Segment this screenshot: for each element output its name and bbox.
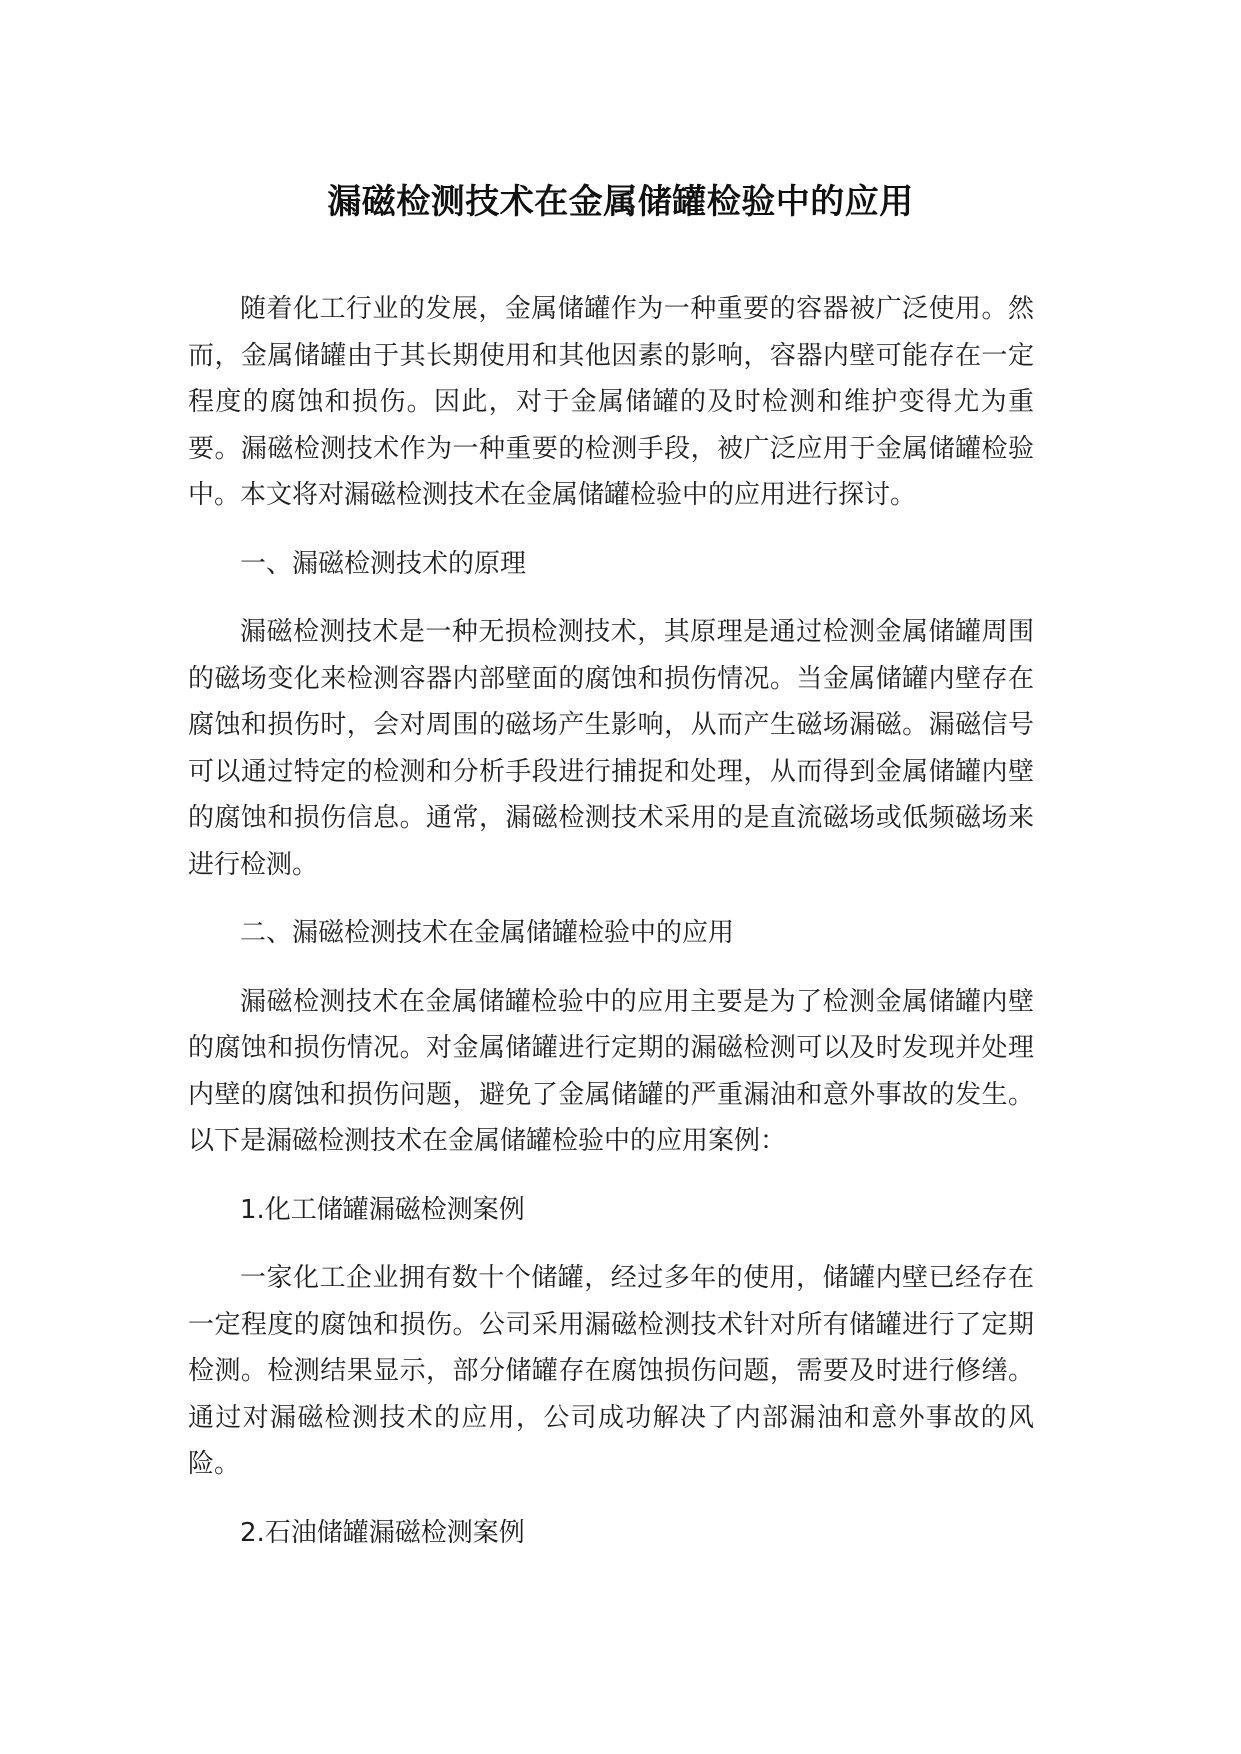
- section-heading-application: 二、漏磁检测技术在金属储罐检验中的应用: [240, 918, 735, 948]
- document-body: [188, 286, 1034, 1578]
- application-paragraph: 漏磁检测技术在金属储罐检验中的应用主要是为了检测金属储罐内壁的腐蚀和损伤情况。对金属储罐进行定期的漏磁检测可以及时发现并处理内壁的腐蚀和损伤问题，避免了金属储罐的严重漏油和意外事故的发生。以下是漏磁检测技术在金属储罐检验中的应用案例：: [188, 986, 1034, 1156]
- intro-paragraph: 随着化工行业的发展，金属储罐作为一种重要的容器被广泛使用。然而，金属储罐由于其长期使用和其他因素的影响，容器内壁可能存在一定程度的腐蚀和损伤。因此，对于金属储罐的及时检测和维护变得尤为重要。漏磁检测技术作为一种重要的检测手段，被广泛应用于金属储罐检验中。本文将对漏磁检测技术在金属储罐检验中的应用进行探讨。: [188, 294, 1034, 510]
- section-heading-principle: 一、漏磁检测技术的原理: [240, 548, 527, 579]
- case-heading-petroleum: 2.石油储罐漏磁检测案例: [240, 1517, 525, 1548]
- principle-paragraph: 漏磁检测技术是一种无损检测技术，其原理是通过检测金属储罐周围的磁场变化来检测容器内部壁面的腐蚀和损伤情况。当金属储罐内壁存在腐蚀和损伤时，会对周围的磁场产生影响，从而产生磁场漏磁。漏磁信号可以通过特定的检测和分析手段进行捕捉和处理，从而得到金属储罐内壁的腐蚀和损伤信息。通常，漏磁检测技术采用的是直流磁场或低频磁场来进行检测。: [188, 617, 1034, 880]
- case-heading-chemical: 1.化工储罐漏磁检测案例: [240, 1194, 525, 1225]
- document-title: 漏磁检测技术在金属储罐检验中的应用: [327, 182, 914, 222]
- chemical-case-paragraph: 一家化工企业拥有数十个储罐，经过多年的使用，储罐内壁已经存在一定程度的腐蚀和损伤。公司采用漏磁检测技术针对所有储罐进行了定期检测。检测结果显示，部分储罐存在腐蚀损伤问题，需要及时进行修缮。通过对漏磁检测技术的应用，公司成功解决了内部漏油和意外事故的风险。: [188, 1263, 1034, 1479]
